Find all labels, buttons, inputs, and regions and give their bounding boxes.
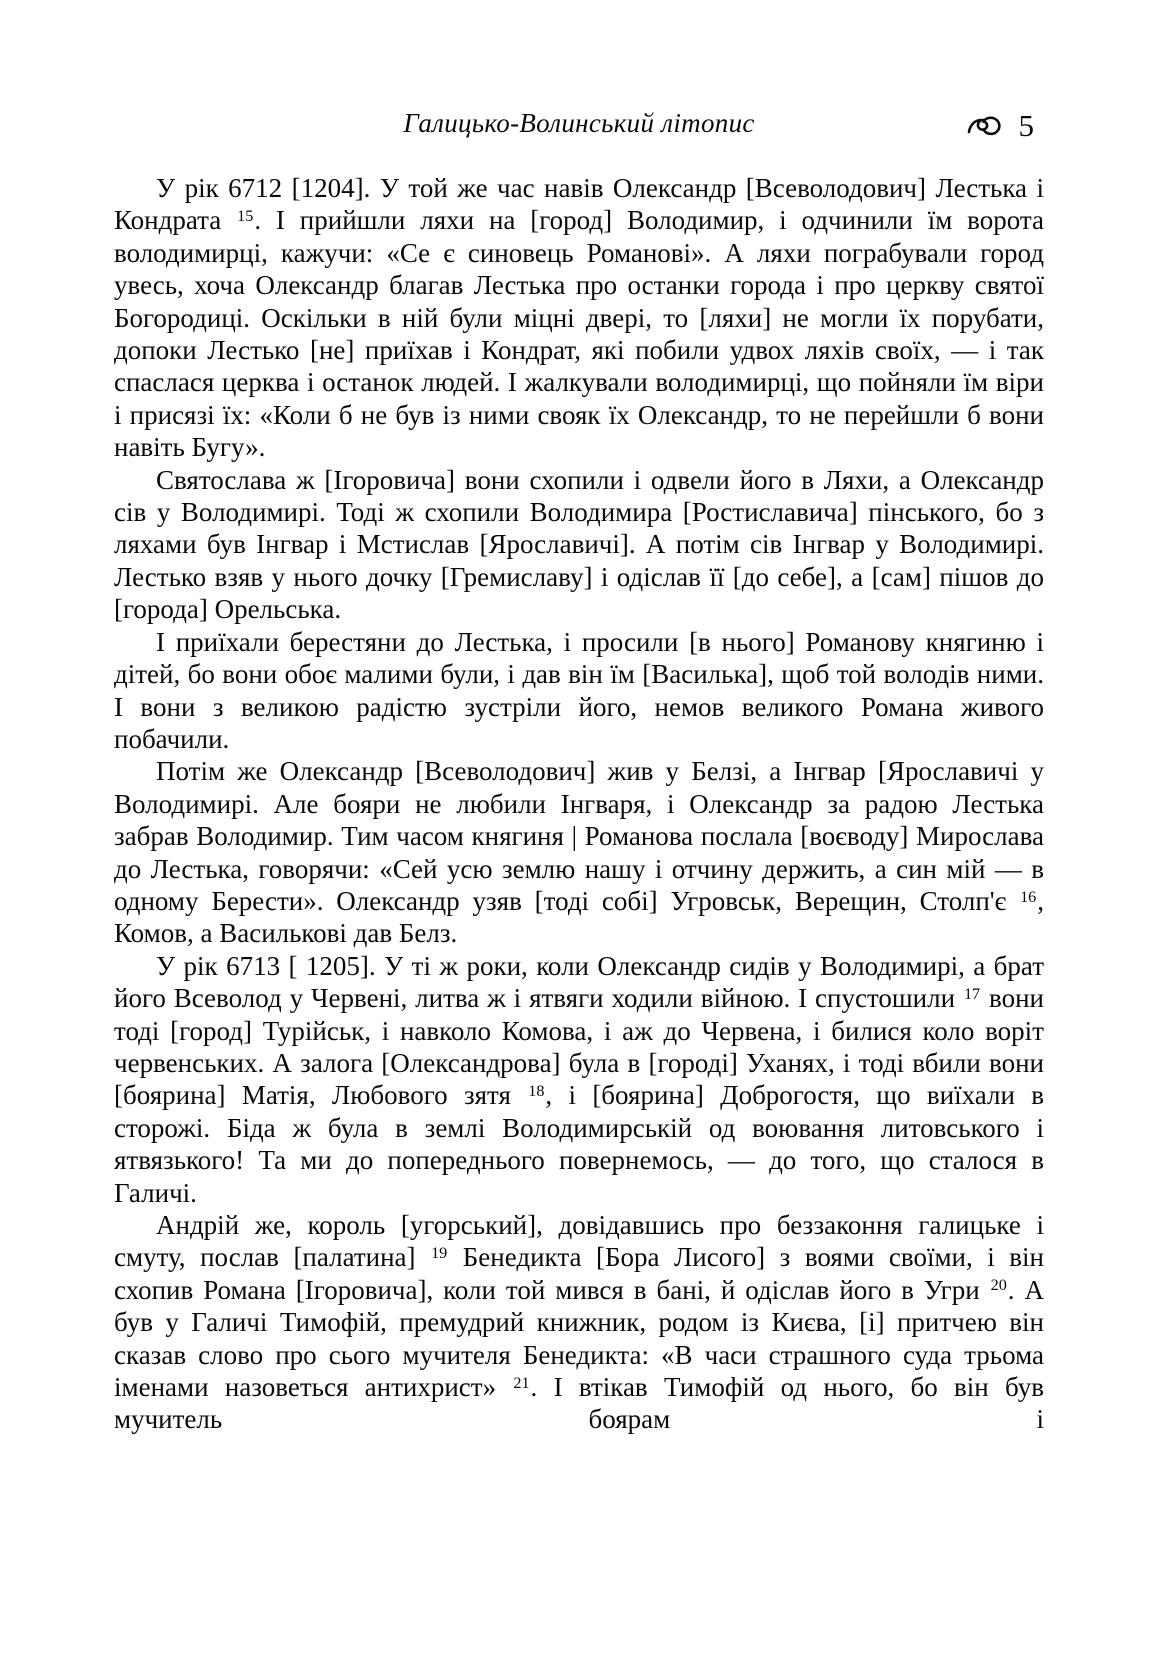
paragraph: Святослава ж [Ігоровича] вони схопили і одвели його в Ляхи, а Олександр сів у Володимирі. Тоді ж схопили Володимира [Ростиславича] пінського, бо з ляхами був Інгвар і Мстислав [Ярославичі]. А потім сів Інгвар у Володимирі. Лестько взяв у нього дочку [Гремиславу] і одіслав її [до себе], а [сам] пішов до [города] Орельська. [114,464,1044,625]
running-title: Галицько-Волинський літопис [403,108,755,138]
page-header [114,104,1044,146]
footnote-ref: 18 [528,1081,545,1100]
paragraph: Потім же Олександр [Всеволодович] жив у Белзі, а Інгвар [Ярославичі у Володимирі. Але бояри не любили Інгваря, і Олександр за радою Лестька забрав Володимир. Тим часом княгиня | Романова послала [воєводу] Мирослава до Лестька, говорячи: «Сей усю землю нашу і отчину держить, а син мій — в одному Берести». Олександр узяв [тоді собі] Угровськ, Верещин, Столп'є $^{16}$, Комов, а Василькові дав Белз. [114,756,1044,949]
footnote-ref: 20 [990,1276,1007,1295]
paragraph: Андрій же, король [угорський], довідавшись про беззаконня галицьке і смуту, послав [палатина] $^{19}$ Бенедикта [Бора Лисого] з воями своїми, і він схопив Романа [Ігоровича], коли той мився в бані, й одіслав його в Угри $^{20}$. А був у Галичі Тимофій, премудрий книжник, родом із Києва, [і] притчею він сказав слово про сього мучителя Бенедикта: «В часи страшного суда трьома іменами назоветься антихрист» $^{21}$. І втікав Тимофій од нього, бо він був мучитель боярам і [114,1210,1045,1435]
footnote-ref: 16 [1020,887,1037,906]
header-right-group [967,104,1035,146]
footnote-ref: 21 [513,1373,530,1392]
paragraph: У рік 6712 [1204]. У той же час навів Олександр [Всеволодович] Лестька і Кондрата $^{15}$. І прийшли ляхи на [город] Володимир, і одчинили їм ворота володимирці, кажучи: «Се є синовець Романові». А ляхи пограбували город увесь, хоча Олександр благав Лестька про останки города і про церкву святої Богородиці. Оскільки в ній були міцні двері, то [ляхи] не могли їх порубати, допоки Лестько [не] приїхав і Кондрат, які побили удвох ляхів своїх, — і так спаслася церква і останок людей. І жалкували володимирці, що пойняли їм віри і присязі їх: «Коли б не був із ними свояк їх Олександр, то не перейшли б вони навіть Бугу». [114,173,1044,463]
paragraph: У рік 6713 [ 1205]. У ті ж роки, коли Олександр сидів у Володимирі, а брат його Всеволод у Червені, литва ж і ятвяги ходили війною. І спустошили $^{17}$ вони тоді [город] Турійськ, і навколо Комова, і аж до Червена, і билися коло воріт червенських. А залога [Олександрова] була в [городі] Уханях, і тоді вбили вони [боярина] Матія, Любового зятя $^{18}$, і [боярина] Доброгостя, що виїхали в сторожі. Біда ж була в землі Володимирській од воювання литовського і ятвязького! Та ми до попереднього повернемось, — до того, що сталося в Галичі. [114,950,1044,1208]
footnote-ref: 17 [963,984,981,1003]
fleuron-ornament-icon [967,113,1003,137]
page-number: 5 [1018,107,1034,143]
page-body [114,172,1044,1436]
footnote-ref: 15 [237,206,254,225]
footnote-ref: 19 [431,1243,448,1262]
paragraph: І приїхали берестяни до Лестька, і просили [в нього] Романову княгиню і дітей, бо вони обоє малими були, і дав він їм [Василька], щоб той володів ними. І вони з великою радістю зустріли його, немов великого Романа живого побачили. [114,626,1044,754]
